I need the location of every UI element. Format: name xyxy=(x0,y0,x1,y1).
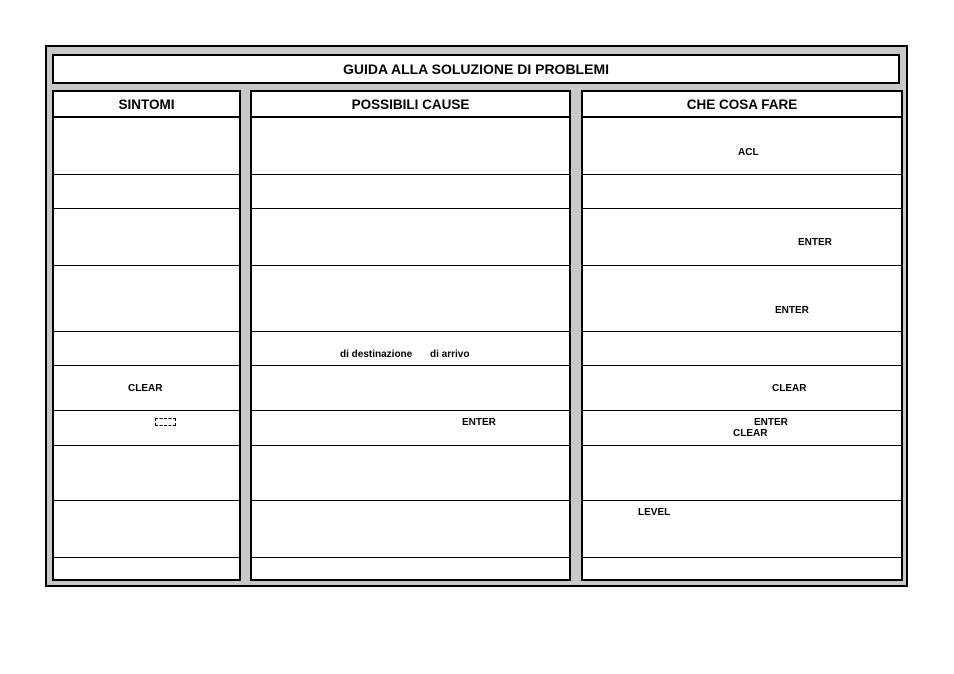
causes-column xyxy=(250,90,571,581)
row-divider xyxy=(54,445,239,446)
row-divider xyxy=(583,557,901,558)
row-divider xyxy=(252,500,569,501)
row-divider xyxy=(54,208,239,209)
row-divider xyxy=(54,174,239,175)
row-divider xyxy=(583,265,901,266)
clear-key-label: CLEAR xyxy=(733,428,768,439)
row-divider xyxy=(54,265,239,266)
arrival-label: di arrivo xyxy=(430,349,470,360)
row-divider xyxy=(54,331,239,332)
enter-key-label: ENTER xyxy=(798,237,832,248)
row-divider xyxy=(583,174,901,175)
row-divider xyxy=(252,208,569,209)
row-divider xyxy=(54,500,239,501)
row-divider xyxy=(54,410,239,411)
row-divider xyxy=(583,445,901,446)
row-divider xyxy=(252,557,569,558)
clear-key-label: CLEAR xyxy=(128,383,163,394)
row-divider xyxy=(583,500,901,501)
row-divider xyxy=(252,410,569,411)
enter-key-label: ENTER xyxy=(462,417,496,428)
symptoms-header: SINTOMI xyxy=(54,92,239,118)
title-text: GUIDA ALLA SOLUZIONE DI PROBLEMI xyxy=(343,61,609,77)
dashed-display-icon xyxy=(155,418,176,426)
row-divider xyxy=(54,365,239,366)
enter-key-label: ENTER xyxy=(754,417,788,428)
row-divider xyxy=(252,445,569,446)
clear-key-label: CLEAR xyxy=(772,383,807,394)
row-divider xyxy=(252,265,569,266)
row-divider xyxy=(252,174,569,175)
level-key-label: LEVEL xyxy=(638,507,671,518)
actions-header: CHE COSA FARE xyxy=(583,92,901,118)
enter-key-label: ENTER xyxy=(775,305,809,316)
row-divider xyxy=(583,208,901,209)
destination-label: di destinazione xyxy=(340,349,413,360)
page-title xyxy=(52,54,900,84)
row-divider xyxy=(252,365,569,366)
causes-header: POSSIBILI CAUSE xyxy=(252,92,569,118)
row-divider xyxy=(583,331,901,332)
symptoms-column xyxy=(52,90,241,581)
row-divider xyxy=(583,365,901,366)
row-divider xyxy=(583,410,901,411)
acl-key-label: ACL xyxy=(738,147,759,158)
row-divider xyxy=(54,557,239,558)
actions-column xyxy=(581,90,903,581)
row-divider xyxy=(252,331,569,332)
